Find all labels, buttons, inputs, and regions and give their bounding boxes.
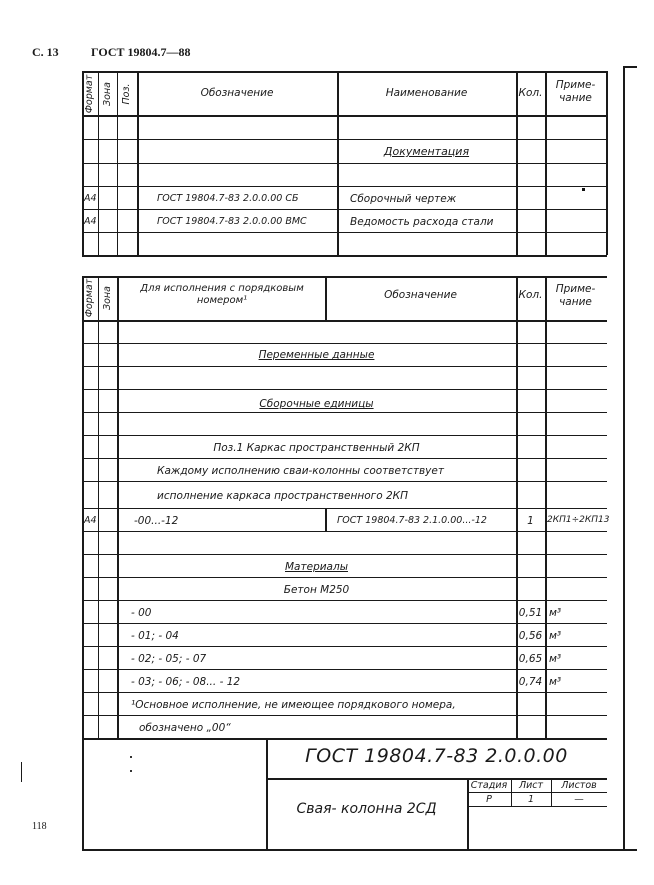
item-quantity: 1	[527, 515, 534, 527]
item-execution: -00...-12	[134, 515, 179, 527]
sheets-label: Листов	[561, 780, 597, 791]
document-code: ГОСТ 19804.7-83 2.0.0.00	[305, 745, 568, 767]
item-designation: ГОСТ 19804.7-83 2.1.0.00...-12	[337, 515, 487, 526]
sheets-value: —	[574, 794, 584, 805]
material-row1-qty: 0,51	[518, 607, 543, 619]
header-note: Приме- чание	[555, 79, 596, 104]
stage-label: Стадия	[470, 780, 508, 791]
section-documentation: Документация	[383, 145, 470, 158]
product-name: Свая- колонна 2СД	[296, 801, 437, 817]
scan-dot	[582, 188, 585, 191]
header2-note: Приме- чание	[555, 283, 596, 308]
execution-note-line1: Каждому исполнению сваи-колонны соответствует	[157, 465, 444, 477]
row1-name: Сборочный чертеж	[350, 193, 457, 205]
item-note: 2КП1÷2КП13	[547, 515, 610, 525]
header2-quantity: Кол.	[518, 289, 543, 301]
scan-dot	[130, 770, 132, 772]
material-row3-unit: м³	[549, 653, 562, 665]
header2-zone: Зона	[102, 286, 113, 310]
footnote-line1: ¹Основное исполнение, не имеющее порядкового номера,	[131, 699, 456, 711]
material-row1-unit: м³	[549, 607, 562, 619]
section-materials: Материалы	[285, 561, 348, 573]
material-row4-execution: - 03; - 06; - 08... - 12	[131, 676, 241, 688]
page-label: С. 13	[32, 45, 59, 59]
header2-format: Формат	[84, 278, 95, 318]
material-row2-qty: 0,56	[518, 630, 543, 642]
material-row2-execution: - 01; - 04	[131, 630, 179, 642]
material-row3-execution: - 02; - 05; - 07	[131, 653, 207, 665]
material-row3-qty: 0,65	[518, 653, 543, 665]
row1-designation: ГОСТ 19804.7-83 2.0.0.00 СБ	[157, 193, 299, 204]
header2-execution: Для исполнения с порядковым номером¹	[140, 283, 304, 306]
row2-name: Ведомость расхода стали	[350, 216, 494, 228]
row2-designation: ГОСТ 19804.7-83 2.0.0.00 ВМС	[157, 216, 307, 227]
material-row4-qty: 0,74	[518, 676, 543, 688]
header-zone: Зона	[102, 82, 113, 106]
item-format: А4	[84, 515, 97, 526]
material-row2-unit: м³	[549, 630, 562, 642]
header2-designation: Обозначение	[384, 289, 457, 301]
scan-mark	[21, 762, 22, 782]
header-designation: Обозначение	[200, 87, 274, 99]
margin-page-number: 118	[32, 821, 47, 832]
sheet-label: Лист	[518, 780, 544, 791]
section-assembly-units: Сборочные единицы	[259, 398, 374, 410]
scan-dot	[130, 756, 132, 758]
frame-right-edge	[623, 66, 625, 850]
standard-title: ГОСТ 19804.7—88	[91, 45, 191, 59]
execution-note-line2: исполнение каркаса пространственного 2КП	[157, 490, 408, 502]
sheet-value: 1	[527, 794, 535, 805]
concrete-grade: Бетон М250	[283, 584, 350, 596]
stage-value: Р	[486, 794, 492, 805]
frame-top-tick	[623, 66, 637, 68]
header-format: Формат	[84, 74, 95, 114]
material-row1-execution: - 00	[131, 607, 152, 619]
header-position: Поз.	[121, 83, 132, 105]
section-variable-data: Переменные данные	[258, 349, 375, 361]
row1-format: А4	[84, 193, 97, 204]
frame-bottom-tick	[623, 849, 637, 851]
position-1-title: Поз.1 Каркас пространственный 2КП	[213, 442, 420, 454]
material-row4-unit: м³	[549, 676, 562, 688]
header-name: Наименование	[385, 87, 468, 99]
row2-format: А4	[84, 216, 97, 227]
header-quantity: Кол.	[518, 87, 543, 99]
footnote-line2: обозначено „00“	[139, 722, 231, 734]
